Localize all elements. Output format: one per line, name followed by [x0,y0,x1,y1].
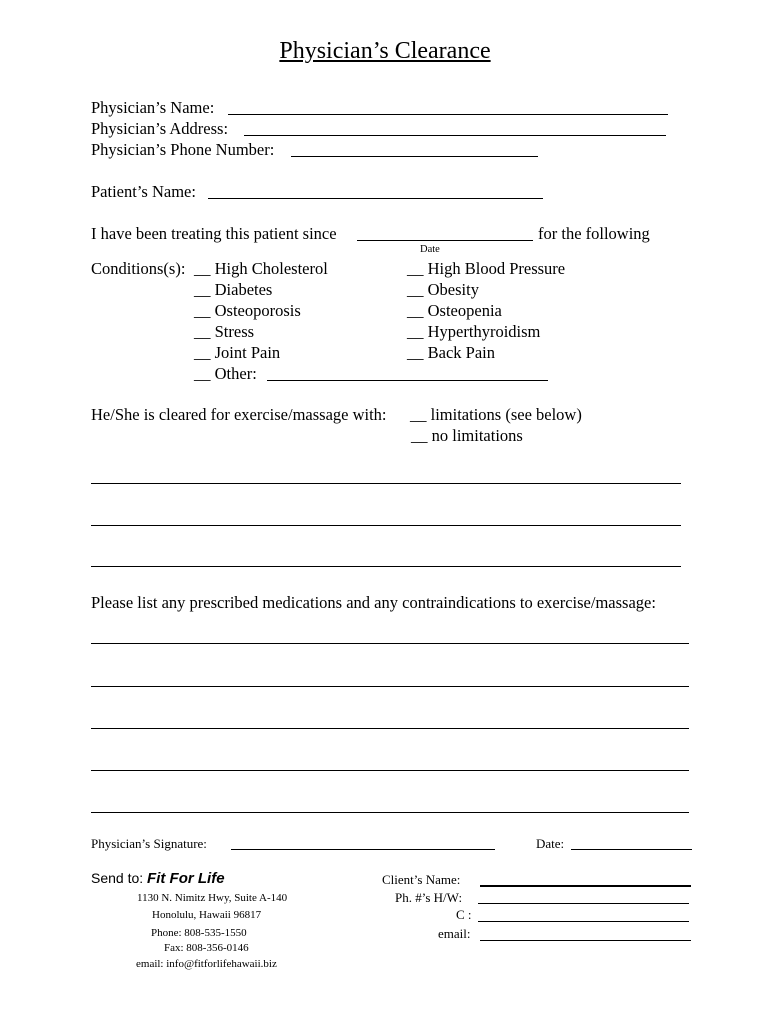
company-name: Fit For Life [147,870,225,887]
client-email-label: email: [438,926,471,941]
medications-line[interactable] [91,728,689,729]
conditions-label: Conditions(s): [91,259,186,278]
condition-label: Osteoporosis [214,301,301,320]
medications-line[interactable] [91,643,689,644]
option-no-limitations-checkbox[interactable]: __ no limitations [411,426,523,445]
physician-name-field[interactable] [228,114,668,115]
address-line-2: Honolulu, Hawaii 96817 [152,909,262,921]
physician-name-label: Physician’s Name: [91,98,215,117]
client-cell-field[interactable] [478,921,689,922]
condition-label: Stress [214,322,255,341]
condition-checkbox-high-cholesterol[interactable]: __ High Cholesterol [194,259,328,278]
fax-text: Fax: 808-356-0146 [164,942,249,954]
email-text: email: info@fitforlifehawaii.biz [136,958,277,970]
physician-phone-label: Physician’s Phone Number: [91,140,275,159]
condition-label: Diabetes [214,280,273,299]
signature-date-label: Date: [536,836,565,851]
patient-name-label: Patient’s Name: [91,182,196,201]
treating-suffix-label: for the following [538,224,650,243]
client-cell-label: C : [456,907,472,922]
condition-checkbox-joint-pain[interactable]: __ Joint Pain [194,343,281,362]
limitations-line[interactable] [91,483,681,484]
condition-checkbox-stress[interactable]: __ Stress [194,322,255,341]
condition-label: Osteopenia [427,301,502,320]
client-name-field[interactable] [480,885,691,887]
client-email-field[interactable] [480,940,691,941]
medications-line[interactable] [91,770,689,771]
medications-line[interactable] [91,686,689,687]
condition-checkbox-diabetes[interactable]: __ Diabetes [194,280,273,299]
condition-checkbox-high-blood-pressure[interactable]: __ High Blood Pressure [407,259,566,278]
signature-date-field[interactable] [571,849,692,850]
address-line-1: 1130 N. Nimitz Hwy, Suite A-140 [137,892,288,904]
limitations-line[interactable] [91,525,681,526]
condition-label: Back Pain [427,343,495,362]
medications-line[interactable] [91,812,689,813]
client-name-label: Client’s Name: [382,872,461,887]
client-phone-label: Ph. #’s H/W: [395,890,463,905]
option-label: no limitations [431,426,523,445]
page-title: Physician’s Clearance [279,38,491,64]
medications-label: Please list any prescribed medications and any contraindications to exercise/massage: [91,593,656,612]
condition-checkbox-back-pain[interactable]: __ Back Pain [407,343,495,362]
condition-label: Joint Pain [214,343,281,362]
condition-checkbox-hyperthyroidism[interactable]: __ Hyperthyroidism [407,322,541,341]
send-to-label: Send to: [91,870,144,886]
signature-label: Physician’s Signature: [91,836,207,851]
signature-field[interactable] [231,849,495,850]
cleared-label: He/She is cleared for exercise/massage with: [91,405,387,424]
condition-label: Other: [214,364,257,383]
condition-checkbox-osteopenia[interactable]: __ Osteopenia [407,301,502,320]
treating-since-date-field[interactable] [357,240,533,241]
condition-label: Obesity [427,280,479,299]
condition-checkbox-osteoporosis[interactable]: __ Osteoporosis [194,301,301,320]
phone-text: Phone: 808-535-1550 [151,927,247,939]
physician-phone-field[interactable] [291,156,538,157]
date-caption: Date [420,244,440,255]
limitations-line[interactable] [91,566,681,567]
condition-label: High Cholesterol [214,259,328,278]
send-to [91,870,225,887]
condition-label: High Blood Pressure [427,259,566,278]
option-label: limitations (see below) [430,405,582,424]
client-phone-field[interactable] [478,903,689,904]
treating-since-label: I have been treating this patient since [91,224,337,243]
condition-checkbox-other[interactable]: __ Other: [194,364,257,383]
patient-name-field[interactable] [208,198,543,199]
condition-label: Hyperthyroidism [427,322,541,341]
physician-address-label: Physician’s Address: [91,119,229,138]
physician-address-field[interactable] [244,135,666,136]
condition-checkbox-obesity[interactable]: __ Obesity [407,280,479,299]
option-limitations-checkbox[interactable]: __ limitations (see below) [410,405,582,424]
condition-other-field[interactable] [267,380,548,381]
